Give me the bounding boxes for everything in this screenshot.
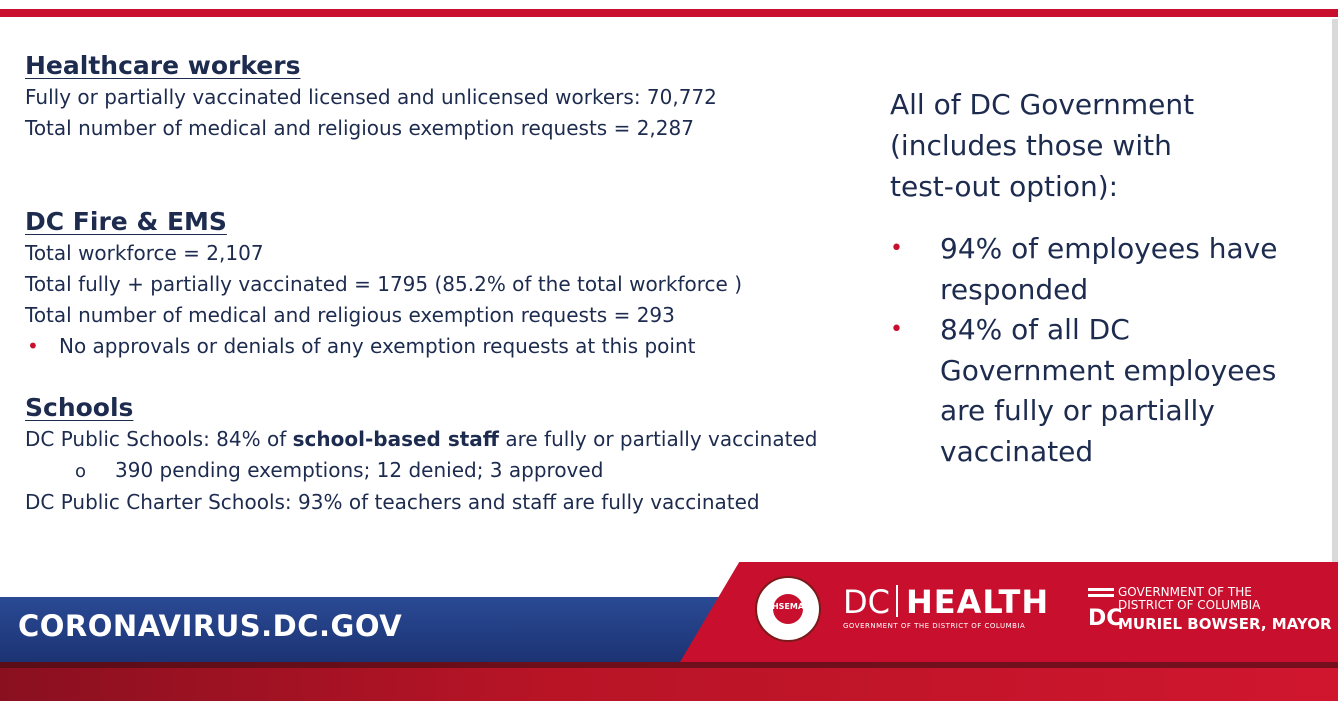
- fire-vaccinated: Total fully + partially vaccinated = 1795 (85.2% of the total workforce ): [25, 272, 743, 296]
- top-banner: [0, 0, 1338, 19]
- government-title-line: test-out option):: [890, 170, 1119, 203]
- bullet-line: Government employees: [940, 353, 1277, 387]
- right-edge-shadow: [1332, 19, 1338, 569]
- government-bullet-responded: [890, 229, 1310, 310]
- dc-health-subtitle: GOVERNMENT OF THE DISTRICT OF COLUMBIA: [843, 622, 1026, 630]
- bullet-icon: •: [890, 236, 903, 261]
- dcps-sub-text: 390 pending exemptions; 12 denied; 3 approved: [115, 458, 604, 482]
- government-title-line: (includes those with: [890, 129, 1172, 162]
- fire-workforce: Total workforce = 2,107: [25, 241, 264, 265]
- hsema-seal-logo: [755, 576, 821, 642]
- dc-health-health: HEALTH: [905, 583, 1050, 621]
- dc-health-wordmark: [843, 584, 1049, 620]
- gov-dc-mark: DC: [1088, 606, 1123, 631]
- dc-health-dc: DC: [843, 583, 890, 621]
- gov-mayor: MURIEL BOWSER, MAYOR: [1118, 615, 1332, 633]
- bullet-line: vaccinated: [940, 434, 1094, 468]
- dc-health-logo: [843, 584, 1049, 630]
- healthcare-section: [25, 50, 865, 144]
- dcps-text-post: are fully or partially vaccinated: [499, 427, 818, 451]
- right-column: [890, 84, 1310, 472]
- dcps-line: [25, 424, 865, 455]
- bullet-line: are fully or partially: [940, 394, 1215, 427]
- government-title-line: All of DC Government: [890, 88, 1195, 121]
- dcps-sub-item: [25, 455, 865, 487]
- healthcare-exemptions: Total number of medical and religious exemption requests = 2,287: [25, 116, 694, 140]
- bullet-line: 84% of all DC: [940, 313, 1130, 346]
- healthcare-vaccinated: Fully or partially vaccinated licensed and unlicensed workers: 70,772: [25, 85, 717, 109]
- bullet-icon: •: [27, 334, 39, 358]
- footer-bottom-bar: [0, 662, 1338, 701]
- fire-exemptions: Total number of medical and religious exemption requests = 293: [25, 303, 675, 327]
- government-bullets: [890, 229, 1310, 472]
- logo-divider: [896, 585, 898, 617]
- charter-line: DC Public Charter Schools: 93% of teachers and staff are fully vaccinated: [25, 490, 760, 514]
- dcps-text-pre: DC Public Schools: 84% of: [25, 427, 293, 451]
- footer-shade: [0, 662, 1338, 668]
- fire-ems-heading: DC Fire & EMS: [25, 207, 227, 236]
- hollow-bullet-icon: o: [75, 461, 87, 482]
- fire-bullet: [25, 331, 865, 362]
- fire-ems-section: [25, 206, 865, 362]
- government-bullet-vaccinated: [890, 310, 1310, 472]
- dcps-text-bold: school-based staff: [292, 427, 499, 451]
- left-column: [25, 50, 865, 518]
- government-title: [890, 84, 1310, 207]
- gov-line2: DISTRICT OF COLUMBIA: [1118, 598, 1261, 612]
- coronavirus-url: CORONAVIRUS.DC.GOV: [18, 609, 403, 643]
- dc-flag-icon: [1088, 588, 1114, 604]
- fire-bullet-text: No approvals or denials of any exemption requests at this point: [59, 334, 696, 358]
- top-red-stripe: [0, 9, 1338, 17]
- gov-line1: GOVERNMENT OF THE: [1118, 585, 1252, 599]
- healthcare-heading: Healthcare workers: [25, 51, 301, 80]
- bullet-icon: •: [890, 317, 903, 342]
- bullet-line: 94% of employees have: [940, 232, 1278, 265]
- schools-heading: Schools: [25, 393, 134, 422]
- seal-text: HSEMA: [771, 602, 805, 611]
- schools-section: [25, 392, 865, 518]
- footer-banner: [0, 562, 1338, 701]
- bullet-line: responded: [940, 272, 1089, 306]
